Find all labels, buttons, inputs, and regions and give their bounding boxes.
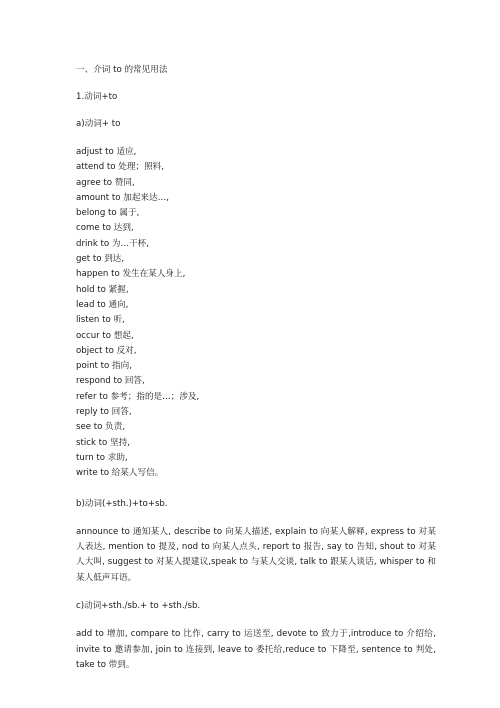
list-item: occur to 想起, [76, 330, 134, 341]
paragraph-c: add to 增加, compare to 比作, carry to 运送至, devote to 致力于,introduce to 介绍给, invite to 邀请参加, join to 连接到, leave to 委托给,reduce to 下降至, sentence to 判处, take to 带到。 [76, 629, 436, 670]
list-item: agree to 赞同, [76, 177, 135, 188]
list-item: point to 指向, [76, 361, 132, 372]
subsection-c-title: c)动词+sth./sb.+ to +sth./sb. [76, 601, 201, 612]
list-item: reply to 回答, [76, 407, 132, 418]
list-item: hold to 紧握, [76, 284, 129, 295]
verb-to-list [76, 145, 436, 482]
list-item: lead to 通向, [76, 299, 129, 310]
list-item: attend to 处理；照料, [76, 162, 164, 173]
list-item: amount to 加起来达…, [76, 192, 169, 203]
list-item: respond to 回答, [76, 376, 145, 387]
list-item: turn to 求助, [76, 452, 128, 463]
list-item: object to 反对, [76, 345, 137, 356]
section-title: 一、介词 to 的常见用法 [76, 65, 168, 75]
list-item: come to 达到, [76, 223, 134, 234]
list-item: adjust to 适应, [76, 147, 137, 157]
list-item: get to 到达, [76, 254, 125, 265]
list-item: stick to 坚持, [76, 437, 130, 448]
list-item: listen to 听, [76, 315, 125, 326]
paragraph-b: announce to 通知某人, describe to 向某人描述, explain to 向某人解释, express to 对某人表达, mention to 提及, nod to 向某人点头, report to 报告, say to 告知, shout to 对某人大叫, suggest to 对某人提建议,speak to 与某人交谈, talk to 跟某人谈话, whisper to 和某人低声耳语。 [76, 526, 436, 583]
list-item: happen to 发生在某人身上, [76, 269, 186, 280]
list-item: see to 负责, [76, 422, 126, 433]
list-item: refer to 参考；指的是…；涉及, [76, 391, 200, 402]
list-item: write to 给某人写信。 [76, 468, 164, 479]
subsection-b-title: b)动词(+sth.)+to+sb. [76, 498, 168, 509]
list-item: belong to 属于, [76, 208, 140, 219]
document-body [76, 64, 436, 687]
list-item: drink to 为…干杯, [76, 238, 149, 249]
subsection-verb-to: 1.动词+to [76, 92, 118, 102]
subsection-a-title: a)动词+ to [76, 119, 121, 129]
